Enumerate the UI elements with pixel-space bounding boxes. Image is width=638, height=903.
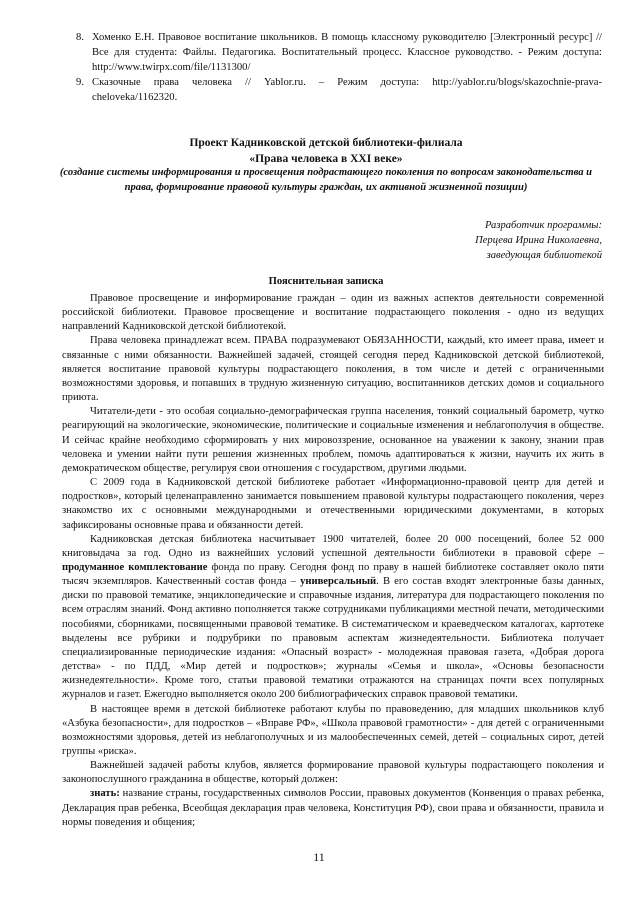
reference-text: Хоменко Е.Н. Правовое воспитание школьников. В помощь классному руководителю [Электронный ресурс] // Все для студента: Файлы. Педагогика. Воспитательный процесс. Классное руководство. - Режим доступа: http://www.twirpx.com/file/1131300/ (92, 32, 602, 73)
project-header (48, 135, 604, 167)
paragraph: С 2009 года в Кадниковской детской библиотеке работает «Информационно-правовой центр для детей и подростков», который целенаправленно занимается повышением правовой культуры подрастающего поколения, через знакомство их с основными международными и отечественными юридическими документами, в которых зафиксированы основные права и обязанности детей. (62, 477, 604, 531)
paragraph: В настоящее время в детской библиотеке работают клубы по правоведению, для младших школьников клуб «Азбука безопасности», для подростков – «Вправе РФ», «Школа правовой грамотности» - для детей с ограниченными возможностями здоровья, детей из неблагополучных и из малообеспеченных семей, детей – социальных сирот, детей группы «риска». (62, 703, 604, 757)
bold-phrase: универсальный (300, 576, 377, 588)
paragraph-text: фонда по праву. Сегодня фонд по праву в нашей библиотеке составляет около пяти тысяч экземпляров. Качественный состав фонда – (62, 561, 604, 588)
paragraph: Права человека принадлежат всем. ПРАВА подразумевают ОБЯЗАННОСТИ, каждый, кто имеет права, имеет и связанные с ними обязанности. Важнейшей задачей, стоящей сегодня перед Кадниковской детской библиотекой, является воспитание правовой культуры подрастающего поколения, в том числе и детей с ограниченными возможностями здоровья, и попавших в трудную жизненную ситуацию, воспитанников детских домов и социального приюта. (62, 335, 604, 404)
author-position: заведующая библиотекой (486, 250, 602, 261)
reference-number: 9. (76, 77, 84, 88)
bold-phrase: знать: (90, 788, 120, 800)
paragraph: Правовое просвещение и информирование граждан – один из важных аспектов деятельности современной российской библиотеки. Правовое просвещение и воспитание подрастающего поколения - одно из ведущих направлений Кадниковской детской библиотекой. (62, 293, 604, 333)
paragraph-text: название страны, государственных символов России, правовых документов (Конвенция о правах ребенка, Декларация прав ребенка, Всеобщая декларация прав человека, Конституция РФ), свои права и обязанности, правила и нормы поведения и общения; (62, 788, 604, 828)
project-title-line1: Проект Кадниковской детской библиотеки-филиала (189, 137, 463, 149)
paragraph (62, 787, 604, 829)
author-label: Разработчик программы: (484, 220, 602, 231)
page-number: 11 (313, 850, 325, 864)
body-text (62, 292, 604, 830)
reference-item (62, 75, 602, 105)
project-subtitle: (создание системы информирования и просвещения подрастающего поколения по вопросам законодательства и права, формирование правовой культуры граждан, их активной жизненной позиции) (59, 167, 593, 193)
paragraph-text: Кадниковская детская библиотека насчитывает 1900 читателей, более 20 000 посещений, более 52 000 книговыдача за год. Одно из важнейших условий успешной деятельности библиотеки в правовой сфере – (62, 533, 604, 559)
paragraph: Важнейшей задачей работы клубов, является формирование правовой культуры подрастающего поколения и законопослушного гражданина в обществе, который должен: (62, 760, 604, 786)
reference-text: Сказочные права человека // Yablor.ru. – Режим доступа: http://yablor.ru/blogs/skazochnie-prava-cheloveka/1162320. (92, 77, 602, 103)
section-title: Пояснительная записка (268, 276, 384, 287)
author-name: Перцева Ирина Николаевна, (475, 235, 602, 246)
reference-item (62, 30, 602, 75)
bold-phrase: продуманное комплектование (62, 561, 208, 573)
paragraph-text: . В его состав входят электронные базы данных, диски по правовой тематике, энциклопедические и справочные издания, литература для подрастающего поколения по всем отраслям знаний. Фонд активно пополняется также сотрудниками публикациями местной печати, методическими пособиями, сборниками, посвященными правовой тематике. В систематическом и краеведческом каталогах, картотеке выделены все рубрики и подрубрики по правовым аспектам жизнедеятельности. Библиотека получает специализированные периодические издания: «Опасный возраст» - молодежная правовая газета, «Добрая дорога детства» - по ПДД, «Мир детей и подростков»; журналы «Семья и школа», «Основы безопасности жизнедеятельности». Кроме того, статьи правовой тематики отражаются на страницах почти всех популярных журналов и газет. Ежегодно выполняется около 200 библиографических справок правовой тематики. (62, 576, 605, 701)
project-title-line2: «Права человека в XXI веке» (249, 153, 403, 165)
paragraph: Читатели-дети - это особая социально-демографическая группа населения, тонкий социальный барометр, чутко реагирующий на экологические, экономические, политические и социальные изменения и неблагополучия в обществе. И сейчас крайне необходимо сформировать у них мировоззрение, основанное на уважении к закону, знании прав человека и умении найти пути решения жизненных проблем, помочь адаптироваться к жизни, научить их жить в демократическом обществе, регулируя свои отношения с государством, другими людьми. (62, 406, 604, 474)
reference-list (62, 30, 602, 105)
author-block (475, 218, 602, 263)
paragraph (62, 533, 604, 703)
reference-number: 8. (76, 32, 84, 43)
